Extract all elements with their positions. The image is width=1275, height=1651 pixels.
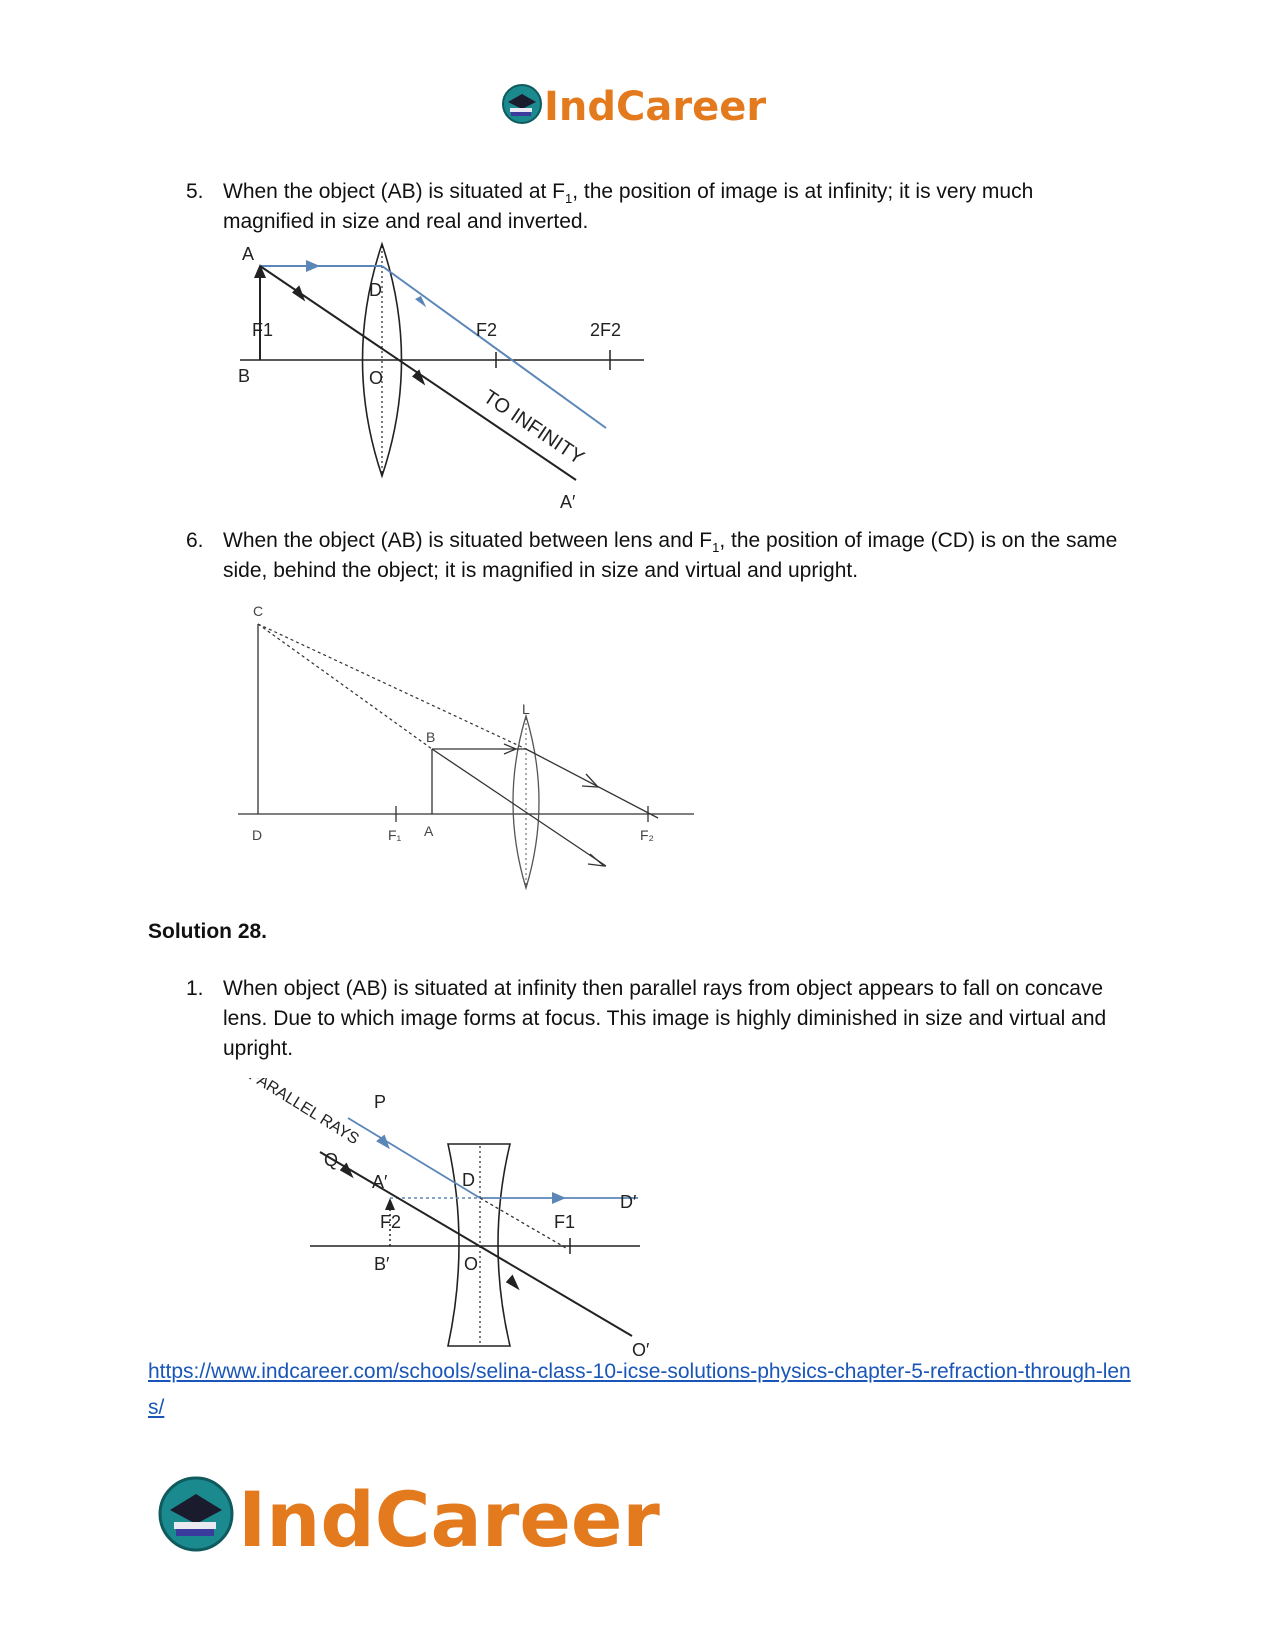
- label-d-prime: D′: [620, 1192, 637, 1212]
- label-a-prime: A′: [372, 1172, 388, 1192]
- footer-brand-text: IndCareer: [238, 1475, 660, 1564]
- label-q: Q: [324, 1150, 339, 1170]
- item-text-sub: 1: [565, 191, 573, 207]
- label-to-infinity: TO INFINITY: [479, 385, 588, 470]
- label-d: D: [369, 280, 382, 300]
- label-d: D: [462, 1170, 475, 1190]
- label-c: C: [253, 603, 264, 619]
- convex-lens-object-at-f1-diagram: [236, 240, 646, 522]
- concave-lens-object-at-infinity-diagram: [248, 1078, 668, 1368]
- label-f2: F2: [476, 320, 498, 340]
- label-b: B: [238, 366, 251, 386]
- label-f1: F₁: [388, 827, 402, 843]
- item-number: 5.: [186, 180, 204, 203]
- header-brand-text: IndCareer: [544, 84, 767, 130]
- label-2f2: 2F2: [590, 320, 622, 340]
- footer-logo: [158, 1464, 718, 1564]
- label-b: B: [426, 729, 436, 745]
- item-number: 1.: [186, 977, 204, 1000]
- item-number: 6.: [186, 529, 204, 552]
- item-text-start: When the object (AB) is situated between lens and F: [223, 529, 713, 552]
- label-parallel-rays: PARALLEL RAYS: [248, 1078, 362, 1149]
- label-p: P: [374, 1092, 387, 1112]
- source-link[interactable]: https://www.indcareer.com/schools/selina-class-10-icse-solutions-physics-chapter-5-refraction-through-lens/: [148, 1360, 1131, 1419]
- label-b-prime: B′: [374, 1254, 390, 1274]
- item-text-start: When the object (AB) is situated at F: [223, 180, 565, 203]
- label-d: D: [252, 827, 263, 843]
- logo-globe-icon: [160, 1478, 232, 1550]
- convex-lens: [513, 716, 539, 888]
- item-paragraph: [223, 526, 1123, 586]
- item-text-sub: 1: [712, 540, 720, 556]
- logo-globe-icon: [503, 85, 541, 123]
- label-f2: F2: [380, 1212, 402, 1232]
- item-text-end: , the position of image (CD) is on the same side, behind the object; it is magnified in size and virtual and upright.: [223, 529, 1118, 582]
- label-f1: F1: [554, 1212, 576, 1232]
- item-paragraph: [223, 177, 1123, 237]
- solution-heading: Solution 28.: [148, 920, 268, 943]
- central-ray-q: [320, 1152, 632, 1336]
- label-a: A: [242, 244, 255, 264]
- label-a-prime: A′: [560, 492, 576, 512]
- item-paragraph: When object (AB) is situated at infinity then parallel rays from object appears to fall on concave lens. Due to which image forms at focus. This image is highly diminished in size and virtual and upright.: [223, 977, 1107, 1060]
- label-o: O: [464, 1254, 479, 1274]
- label-a: A: [424, 823, 434, 839]
- item-text-end: , the position of image is at infinity; it is very much magnified in size and real and inverted.: [223, 180, 1034, 233]
- label-o: O: [369, 368, 384, 388]
- label-o-prime: O′: [632, 1340, 650, 1360]
- header-logo: [500, 78, 790, 130]
- label-f1: F1: [252, 320, 274, 340]
- label-f2: F₂: [640, 827, 654, 843]
- incident-ray-p: [348, 1118, 480, 1198]
- convex-lens-object-within-focus-diagram: [236, 594, 696, 894]
- label-l: L: [522, 701, 530, 717]
